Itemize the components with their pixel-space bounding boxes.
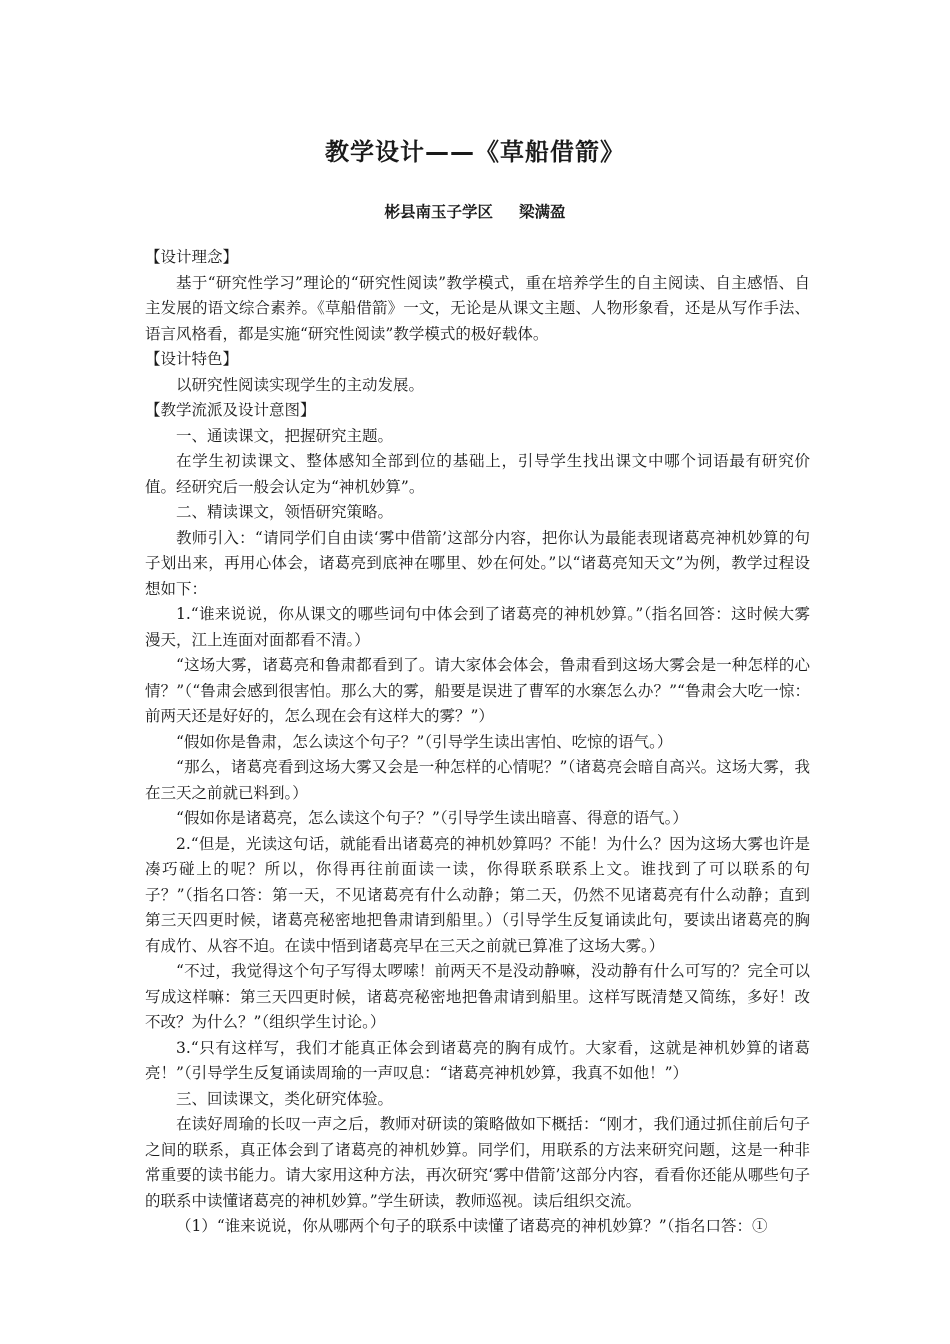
page-title: 教学设计——《草船借箭》 [325,138,625,166]
paragraph: 在读好周瑜的长叹一声之后，教师对研读的策略做如下概括：“刚才，我们通过抓住前后句子之间的联系，真正体会到了诸葛亮的神机妙算。同学们，用联系的方法来研究问题，这是一种非常重要的读书能力。请大家用这种方法，再次研究‘雾中借箭’这部分内容，看看你还能从哪些句子的联系中读懂诸葛亮的神机妙算。”学生研读，教师巡视。读后组织交流。 [145,1115,810,1210]
step-heading: 三、回读课文，类化研究体验。 [176,1089,394,1108]
document-body [145,245,810,1240]
paragraph: 3.“只有这样写，我们才能真正体会到诸葛亮的胸有成竹。大家看，这就是神机妙算的诸葛亮！”（引导学生反复诵读周瑜的一声叹息：“诸葛亮神机妙算，我真不如他！”） [145,1038,810,1082]
paragraph: “假如你是鲁肃，怎么读这个句子？”（引导学生读出害怕、吃惊的语气。） [176,732,673,751]
paragraph: 教师引入：“请同学们自由读‘雾中借箭’这部分内容，把你认为最能表现诸葛亮神机妙算的句子划出来，再用心体会，诸葛亮到底神在哪里、妙在何处。”以“诸葛亮知天文”为例，教学过程设想如下： [145,528,810,598]
paragraph: 1.“谁来说说，你从课文的哪些词句中体会到了诸葛亮的神机妙算。”（指名回答：这时候大雾漫天，江上连面对面都看不清。） [145,605,810,649]
paragraph: 基于“研究性学习”理论的“研究性阅读”教学模式，重在培养学生的自主阅读、自主感悟、自主发展的语文综合素养。《草船借箭》一文，无论是从课文主题、人物形象看，还是从写作手法、语言风格看，都是实施“研究性阅读”教学模式的极好载体。 [145,273,810,343]
paragraph: “假如你是诸葛亮，怎么读这个句子？”（引导学生读出暗喜、得意的语气。） [176,809,688,827]
paragraph: 以研究性阅读实现学生的主动发展。 [176,375,425,394]
paragraph: 在学生初读课文、整体感知全部到位的基础上，引导学生找出课文中哪个词语最有研究价值。经研究后一般会认定为“神机妙算”。 [145,452,810,496]
section-heading: 【设计特色】 [145,350,239,368]
paragraph: 2.“但是，光读这句话，就能看出诸葛亮的神机妙算吗？不能！为什么？因为这场大雾也许是凑巧碰上的呢？所以，你得再往前面读一读，你得联系联系上文。谁找到了可以联系的句子？”（指名口答：第一天，不见诸葛亮有什么动静；第二天，仍然不见诸葛亮有什么动静；直到第三天四更时候，诸葛亮秘密地把鲁肃请到船里。）（引导学生反复诵读此句，要读出诸葛亮的胸有成竹、从容不迫。在读中悟到诸葛亮早在三天之前就已算准了这场大雾。） [145,834,810,955]
author-line [0,200,950,222]
author-org: 彬县南玉子学区 [384,203,493,221]
section-heading: 【教学流派及设计意图】 [145,401,316,419]
section-heading: 【设计理念】 [145,248,239,266]
paragraph: “这场大雾，诸葛亮和鲁肃都看到了。请大家体会体会，鲁肃看到这场大雾会是一种怎样的心情？”（“鲁肃会感到很害怕。那么大的雾，船要是误进了曹军的水寨怎么办？”“鲁肃会大吃一惊：前两天还是好好的，怎么现在会有这样大的雾？”） [145,656,810,725]
step-heading: 二、精读课文，领悟研究策略。 [176,503,394,521]
step-heading: 一、通读课文，把握研究主题。 [176,426,394,445]
paragraph: “不过，我觉得这个句子写得太啰嗦！前两天不是没动静嘛，没动静有什么可写的？完全可以写成这样嘛：第三天四更时候，诸葛亮秘密地把鲁肃请到船里。这样写既清楚又简练，多好！改不改？为什么？”（组织学生讨论。） [145,962,810,1031]
paragraph: （1）“谁来说说，你从哪两个句子的联系中读懂了诸葛亮的神机妙算？”（指名口答：① [176,1217,768,1235]
paragraph: “那么，诸葛亮看到这场大雾又会是一种怎样的心情呢？”（诸葛亮会暗自高兴。这场大雾，我在三天之前就已料到。） [145,758,810,802]
author-name: 梁满盈 [519,203,566,221]
